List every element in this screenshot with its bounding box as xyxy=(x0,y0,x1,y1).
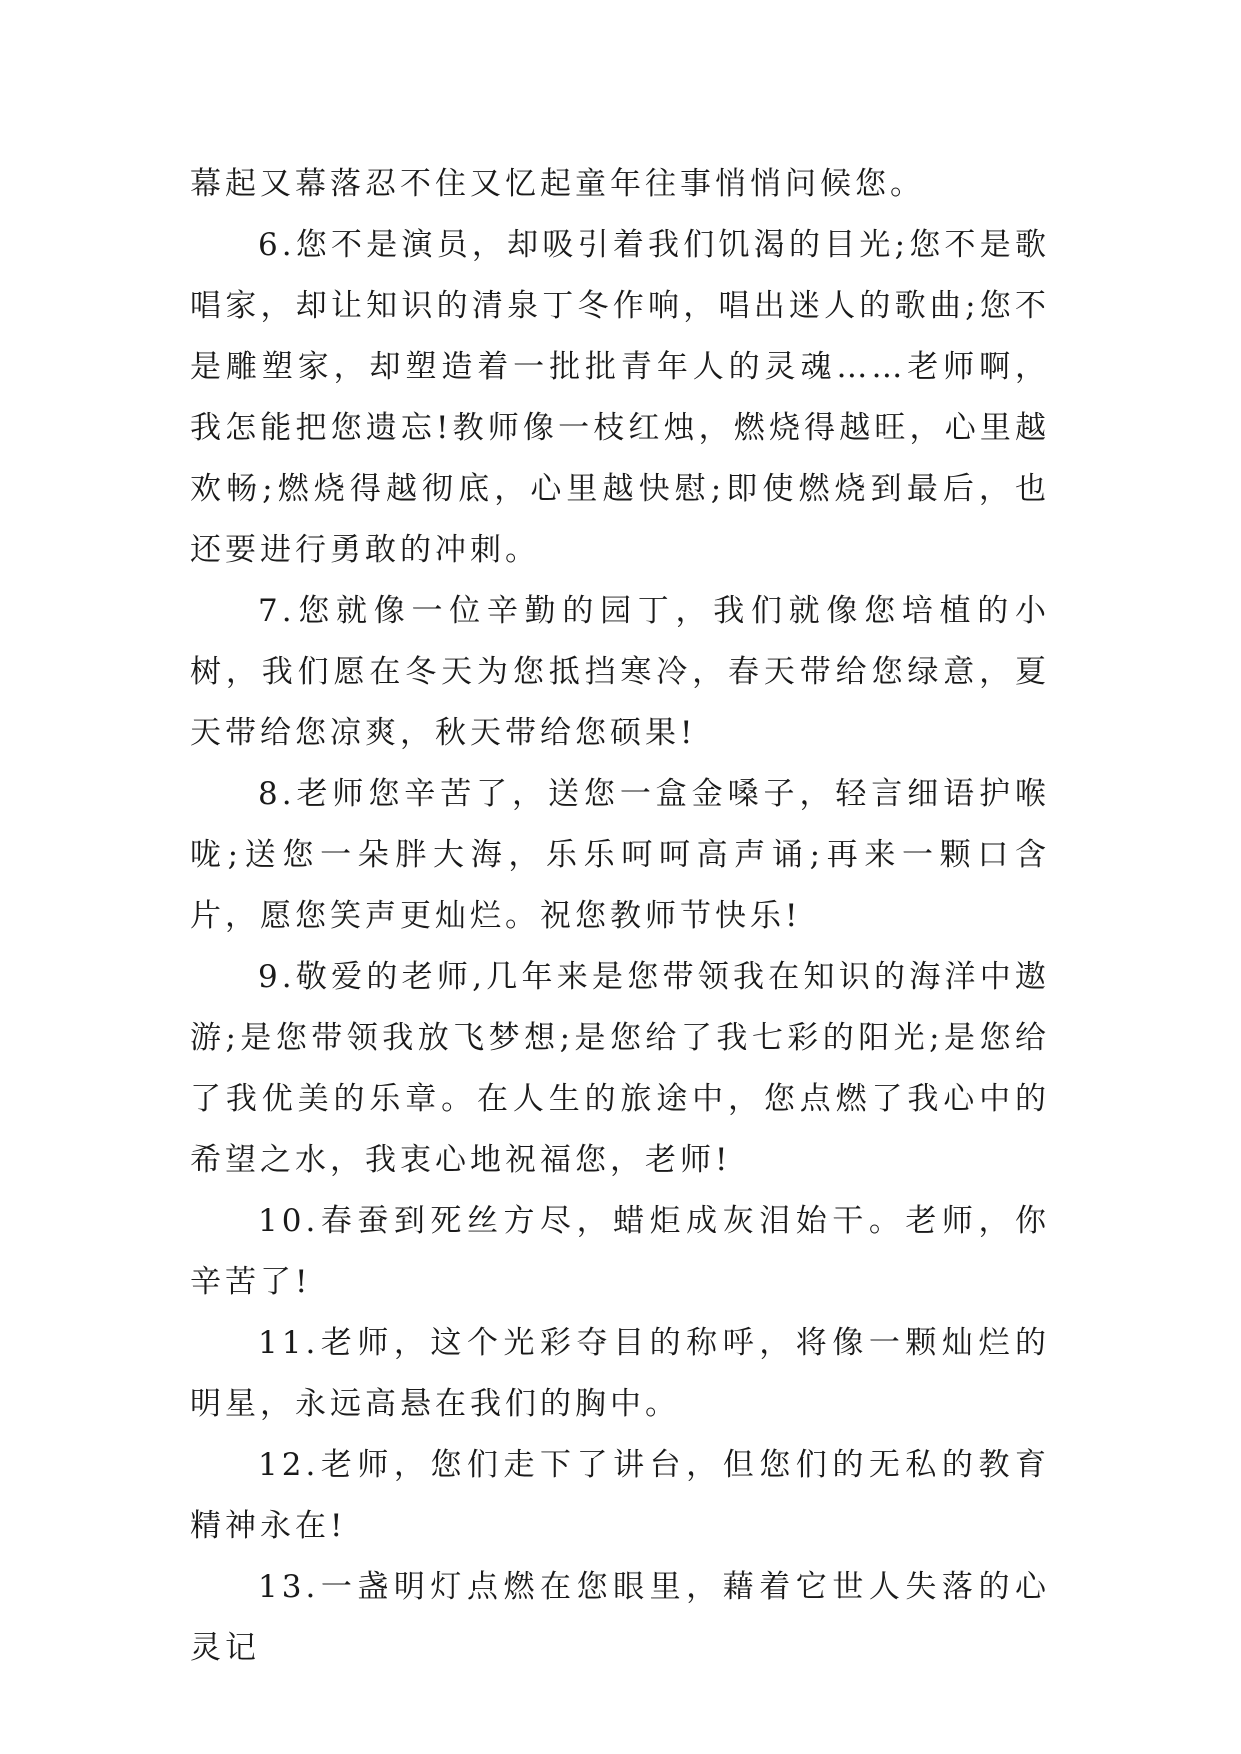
paragraph-continuation: 幕起又幕落忍不住又忆起童年往事悄悄问候您。 xyxy=(190,166,925,202)
paragraph-item-6: 6.您不是演员，却吸引着我们饥渴的目光;您不是歌唱家，却让知识的清泉丁冬作响，唱出迷人的歌曲;您不是雕塑家，却塑造着一批批青年人的灵魂……老师啊，我怎能把您遗忘!教师像一枝红烛，燃烧得越旺，心里越欢畅;燃烧得越彻底，心里越快慰;即使燃烧到最后，也还要进行勇敢的冲刺。 xyxy=(190,227,1050,568)
paragraph-item-12: 12.老师，您们走下了讲台，但您们的无私的教育精神永在! xyxy=(190,1447,1050,1544)
paragraph-item-9: 9.敬爱的老师,几年来是您带领我在知识的海洋中遨游;是您带领我放飞梦想;是您给了我七彩的阳光;是您给了我优美的乐章。在人生的旅途中，您点燃了我心中的希望之水，我衷心地祝福您，老师! xyxy=(190,959,1050,1178)
paragraph-item-11: 11.老师，这个光彩夺目的称呼，将像一颗灿烂的明星，永远高悬在我们的胸中。 xyxy=(190,1325,1050,1422)
document-body xyxy=(190,154,1050,1679)
paragraph-item-8: 8.老师您辛苦了，送您一盒金嗓子，轻言细语护喉咙;送您一朵胖大海，乐乐呵呵高声诵;再来一颗口含片，愿您笑声更灿烂。祝您教师节快乐! xyxy=(190,776,1050,934)
paragraph-item-10: 10.春蚕到死丝方尽，蜡炬成灰泪始干。老师，你辛苦了! xyxy=(190,1203,1050,1300)
paragraph-item-13: 13.一盏明灯点燃在您眼里，藉着它世人失落的心灵记 xyxy=(190,1569,1050,1666)
paragraph-item-7: 7.您就像一位辛勤的园丁，我们就像您培植的小树，我们愿在冬天为您抵挡寒冷，春天带给您绿意，夏天带给您凉爽，秋天带给您硕果! xyxy=(190,593,1050,751)
